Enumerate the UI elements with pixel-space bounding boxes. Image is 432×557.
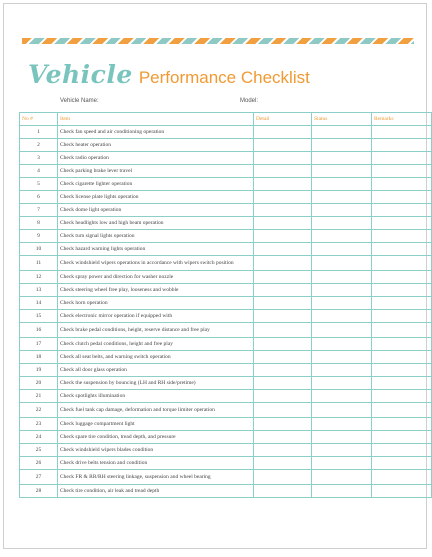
row-remarks-cell[interactable] <box>372 431 432 444</box>
row-detail-cell[interactable] <box>254 191 312 204</box>
header-item: Item <box>58 113 254 126</box>
table-row <box>20 390 432 403</box>
row-number: 2 <box>20 139 58 152</box>
row-status-cell[interactable] <box>312 310 372 323</box>
row-item: Check windshield wipers blades condition <box>58 444 254 457</box>
header-no: No # <box>20 113 58 126</box>
row-remarks-cell[interactable] <box>372 191 432 204</box>
row-remarks-cell[interactable] <box>372 204 432 217</box>
row-number: 21 <box>20 390 58 403</box>
table-row <box>20 457 432 470</box>
table-row <box>20 470 432 485</box>
row-item: Check windshield wipers operations in accordance with wipers switch position <box>58 256 254 271</box>
header-status: Status <box>312 113 372 126</box>
row-status-cell[interactable] <box>312 204 372 217</box>
row-item: Check clutch pedal conditions, height and free play <box>58 338 254 351</box>
row-detail-cell[interactable] <box>254 284 312 297</box>
row-status-cell[interactable] <box>312 243 372 256</box>
row-detail-cell[interactable] <box>254 403 312 418</box>
row-number: 8 <box>20 217 58 230</box>
row-detail-cell[interactable] <box>254 323 312 338</box>
table-row <box>20 204 432 217</box>
row-item: Check luggage compartment light <box>58 418 254 431</box>
row-item: Check heater operation <box>58 139 254 152</box>
row-detail-cell[interactable] <box>254 126 312 139</box>
row-remarks-cell[interactable] <box>372 377 432 390</box>
row-number: 27 <box>20 470 58 485</box>
row-status-cell[interactable] <box>312 178 372 191</box>
row-status-cell[interactable] <box>312 126 372 139</box>
row-detail-cell[interactable] <box>254 178 312 191</box>
row-number: 25 <box>20 444 58 457</box>
row-number: 22 <box>20 403 58 418</box>
table-row <box>20 431 432 444</box>
row-detail-cell[interactable] <box>254 390 312 403</box>
row-number: 16 <box>20 323 58 338</box>
row-detail-cell[interactable] <box>254 485 312 498</box>
row-number: 24 <box>20 431 58 444</box>
row-status-cell[interactable] <box>312 418 372 431</box>
row-item: Check radio operation <box>58 152 254 165</box>
model-label: Model: <box>240 98 259 104</box>
header-remarks: Remarks <box>372 113 432 126</box>
row-number: 5 <box>20 178 58 191</box>
table-row <box>20 310 432 323</box>
row-number: 7 <box>20 204 58 217</box>
row-number: 11 <box>20 256 58 271</box>
table-row <box>20 284 432 297</box>
row-remarks-cell[interactable] <box>372 297 432 310</box>
table-row <box>20 191 432 204</box>
row-status-cell[interactable] <box>312 485 372 498</box>
row-detail-cell[interactable] <box>254 351 312 364</box>
row-status-cell[interactable] <box>312 165 372 178</box>
vehicle-name-label: Vehicle Name: <box>60 98 99 104</box>
row-detail-cell[interactable] <box>254 470 312 485</box>
table-row <box>20 152 432 165</box>
row-remarks-cell[interactable] <box>372 243 432 256</box>
row-remarks-cell[interactable] <box>372 351 432 364</box>
row-remarks-cell[interactable] <box>372 139 432 152</box>
row-detail-cell[interactable] <box>254 243 312 256</box>
row-remarks-cell[interactable] <box>372 470 432 485</box>
row-status-cell[interactable] <box>312 431 372 444</box>
row-detail-cell[interactable] <box>254 364 312 377</box>
row-detail-cell[interactable] <box>254 165 312 178</box>
row-item: Check hazard warning lights operation <box>58 243 254 256</box>
row-status-cell[interactable] <box>312 403 372 418</box>
row-status-cell[interactable] <box>312 256 372 271</box>
row-remarks-cell[interactable] <box>372 230 432 243</box>
row-remarks-cell[interactable] <box>372 256 432 271</box>
checklist-page <box>3 3 427 549</box>
row-number: 18 <box>20 351 58 364</box>
table-row <box>20 377 432 390</box>
row-remarks-cell[interactable] <box>372 390 432 403</box>
row-remarks-cell[interactable] <box>372 418 432 431</box>
row-status-cell[interactable] <box>312 152 372 165</box>
row-detail-cell[interactable] <box>254 152 312 165</box>
row-remarks-cell[interactable] <box>372 217 432 230</box>
table-row <box>20 338 432 351</box>
row-detail-cell[interactable] <box>254 139 312 152</box>
title-main: Vehicle <box>28 60 133 89</box>
row-item: Check fan speed and air conditioning operation <box>58 126 254 139</box>
row-status-cell[interactable] <box>312 191 372 204</box>
row-status-cell[interactable] <box>312 351 372 364</box>
row-number: 3 <box>20 152 58 165</box>
row-status-cell[interactable] <box>312 377 372 390</box>
row-item: Check parking brake lever travel <box>58 165 254 178</box>
row-status-cell[interactable] <box>312 444 372 457</box>
row-remarks-cell[interactable] <box>372 338 432 351</box>
table-row <box>20 271 432 284</box>
row-status-cell[interactable] <box>312 457 372 470</box>
row-status-cell[interactable] <box>312 390 372 403</box>
row-detail-cell[interactable] <box>254 204 312 217</box>
row-item: Check all seat belts, and warning switch operation <box>58 351 254 364</box>
row-item: Check FR & RR/RH steering linkage, suspension and wheel bearing <box>58 470 254 485</box>
row-item: Check drive belts tension and condition <box>58 457 254 470</box>
row-item: Check turn signal lights operation <box>58 230 254 243</box>
row-detail-cell[interactable] <box>254 271 312 284</box>
row-remarks-cell[interactable] <box>372 165 432 178</box>
row-detail-cell[interactable] <box>254 444 312 457</box>
page-title <box>28 60 310 89</box>
decorative-stripe <box>22 38 414 44</box>
row-status-cell[interactable] <box>312 230 372 243</box>
row-number: 23 <box>20 418 58 431</box>
row-item: Check spotlights illumination <box>58 390 254 403</box>
row-item: Check horn operation <box>58 297 254 310</box>
row-status-cell[interactable] <box>312 323 372 338</box>
checklist-table <box>19 112 432 498</box>
row-remarks-cell[interactable] <box>372 457 432 470</box>
header-detail: Detail <box>254 113 312 126</box>
table-row <box>20 444 432 457</box>
row-remarks-cell[interactable] <box>372 485 432 498</box>
table-row <box>20 165 432 178</box>
row-status-cell[interactable] <box>312 338 372 351</box>
table-header-row <box>20 113 432 126</box>
table-row <box>20 139 432 152</box>
row-detail-cell[interactable] <box>254 230 312 243</box>
row-detail-cell[interactable] <box>254 256 312 271</box>
table-row <box>20 323 432 338</box>
row-remarks-cell[interactable] <box>372 323 432 338</box>
table-row <box>20 351 432 364</box>
row-status-cell[interactable] <box>312 284 372 297</box>
row-item: Check steering wheel free play, looseness and wobble <box>58 284 254 297</box>
row-status-cell[interactable] <box>312 364 372 377</box>
row-item: Check tire condition, air leak and tread depth <box>58 485 254 498</box>
row-item: Check dome light operation <box>58 204 254 217</box>
row-remarks-cell[interactable] <box>372 310 432 323</box>
row-detail-cell[interactable] <box>254 310 312 323</box>
table-row <box>20 364 432 377</box>
row-detail-cell[interactable] <box>254 457 312 470</box>
row-number: 19 <box>20 364 58 377</box>
table-row <box>20 418 432 431</box>
row-detail-cell[interactable] <box>254 217 312 230</box>
row-status-cell[interactable] <box>312 297 372 310</box>
row-item: Check headlights low and high beam operation <box>58 217 254 230</box>
row-number: 4 <box>20 165 58 178</box>
table-row <box>20 178 432 191</box>
row-number: 13 <box>20 284 58 297</box>
row-detail-cell[interactable] <box>254 297 312 310</box>
row-item: Check spare tire condition, tread depth, and pressure <box>58 431 254 444</box>
row-remarks-cell[interactable] <box>372 403 432 418</box>
row-remarks-cell[interactable] <box>372 271 432 284</box>
row-detail-cell[interactable] <box>254 338 312 351</box>
table-row <box>20 243 432 256</box>
row-remarks-cell[interactable] <box>372 284 432 297</box>
row-number: 10 <box>20 243 58 256</box>
row-remarks-cell[interactable] <box>372 152 432 165</box>
row-item: Check cigarette lighter operation <box>58 178 254 191</box>
row-number: 6 <box>20 191 58 204</box>
row-number: 17 <box>20 338 58 351</box>
row-number: 15 <box>20 310 58 323</box>
row-item: Check all door glass operation <box>58 364 254 377</box>
row-number: 12 <box>20 271 58 284</box>
table-row <box>20 403 432 418</box>
title-sub: Performance Checklist <box>138 68 310 87</box>
row-remarks-cell[interactable] <box>372 364 432 377</box>
table-row <box>20 230 432 243</box>
table-row <box>20 256 432 271</box>
row-detail-cell[interactable] <box>254 377 312 390</box>
row-item: Check electronic mirror operation if equipped with <box>58 310 254 323</box>
row-number: 9 <box>20 230 58 243</box>
row-item: Check brake pedal conditions, height, reserve distance and free play <box>58 323 254 338</box>
row-status-cell[interactable] <box>312 470 372 485</box>
row-number: 20 <box>20 377 58 390</box>
row-number: 28 <box>20 485 58 498</box>
row-detail-cell[interactable] <box>254 418 312 431</box>
row-remarks-cell[interactable] <box>372 126 432 139</box>
row-number: 1 <box>20 126 58 139</box>
row-item: Check the suspension by bouncing (LH and RH side/pretime) <box>58 377 254 390</box>
row-detail-cell[interactable] <box>254 431 312 444</box>
table-row <box>20 297 432 310</box>
table-row <box>20 485 432 498</box>
table-row <box>20 126 432 139</box>
row-item: Check spray power and direction for washer nozzle <box>58 271 254 284</box>
row-item: Check fuel tank cap damage, deformation and torque limiter operation <box>58 403 254 418</box>
row-number: 14 <box>20 297 58 310</box>
row-status-cell[interactable] <box>312 271 372 284</box>
row-status-cell[interactable] <box>312 139 372 152</box>
row-remarks-cell[interactable] <box>372 444 432 457</box>
row-number: 26 <box>20 457 58 470</box>
row-remarks-cell[interactable] <box>372 178 432 191</box>
row-status-cell[interactable] <box>312 217 372 230</box>
row-item: Check license plate lights operation <box>58 191 254 204</box>
table-row <box>20 217 432 230</box>
